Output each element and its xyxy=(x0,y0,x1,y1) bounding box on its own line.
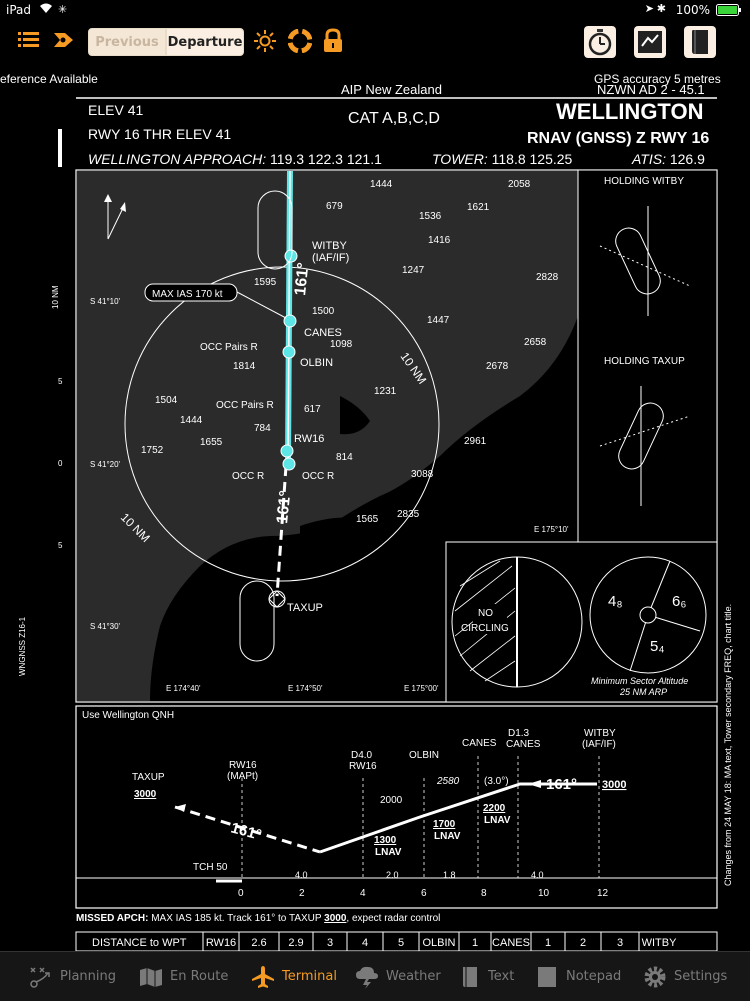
changes-note: Changes from 24 MAY 18: MA text, Tower secondary FREQ, chart title. xyxy=(723,603,733,886)
stopwatch-icon xyxy=(584,26,616,58)
airplane-icon xyxy=(250,965,276,989)
fix-taxup: TAXUP xyxy=(287,602,323,614)
distance-cell: 2.9 xyxy=(288,937,304,949)
svg-text:1814: 1814 xyxy=(233,361,256,372)
svg-text:3088: 3088 xyxy=(411,469,434,480)
prof-3000: 3000 xyxy=(602,779,627,791)
chart-code: WNGNSS Z16-1 xyxy=(18,616,27,676)
svg-text:5: 5 xyxy=(58,377,63,386)
msa-sector-alt-2: 6₆ xyxy=(672,593,687,610)
prof-scale-8: 8 xyxy=(481,888,487,899)
prof-olbin: OLBIN xyxy=(409,750,440,761)
missed-course-label: 161° xyxy=(274,489,295,525)
svg-text:814: 814 xyxy=(336,452,353,463)
prof-scale-4: 4 xyxy=(360,888,366,899)
qnh-note: Use Wellington QNH xyxy=(82,710,175,721)
tab-terminal-label: Terminal xyxy=(282,969,337,984)
missed-alt: 3000 xyxy=(324,913,347,924)
distance-cell: 4 xyxy=(361,937,369,949)
stopwatch-button[interactable] xyxy=(584,26,616,58)
svg-text:2961: 2961 xyxy=(464,436,487,447)
prof-2200: 2200 xyxy=(483,803,506,814)
gear-icon xyxy=(642,964,668,990)
prof-lnav2: LNAV xyxy=(434,831,461,842)
prof-scale-10: 10 xyxy=(538,888,550,899)
prof-seg-2: 2.0 xyxy=(386,870,399,880)
missed-label: MISSED APCH: xyxy=(76,913,149,924)
tab-en-route-label: En Route xyxy=(170,969,229,984)
tab-text[interactable] xyxy=(460,952,514,1001)
prof-mapt: (MAPt) xyxy=(227,771,259,782)
chart-id: NZWN AD 2 - 45.1 xyxy=(597,82,705,97)
wifi-icon xyxy=(38,2,54,17)
lifebuoy-icon[interactable] xyxy=(288,29,312,57)
annotate-icon xyxy=(634,26,666,58)
tab-settings[interactable] xyxy=(642,952,727,1001)
tab-weather-label: Weather xyxy=(386,969,441,984)
tab-notepad[interactable] xyxy=(536,952,621,1001)
prof-scale-6: 6 xyxy=(421,888,427,899)
svg-text:1098: 1098 xyxy=(330,339,353,350)
prof-rw16: RW16 xyxy=(229,760,257,771)
msa-sector-alt-1: 4₈ xyxy=(608,593,623,610)
prof-d13b: CANES xyxy=(506,739,541,750)
book-icon xyxy=(684,26,716,58)
distance-cell: CANES xyxy=(492,937,530,949)
book-button[interactable] xyxy=(684,26,716,58)
approach-label: WELLINGTON APPROACH: xyxy=(88,151,267,167)
svg-text:1752: 1752 xyxy=(141,445,164,456)
max-ias-label: MAX IAS 170 kt xyxy=(152,289,223,300)
prof-missed-course: 161° xyxy=(228,819,264,844)
occ-r-label-2: OCC R xyxy=(302,471,335,482)
prof-scale-0: 0 xyxy=(238,888,244,899)
change-bar xyxy=(58,129,62,167)
route-arrow-icon[interactable] xyxy=(52,30,76,54)
tower-line xyxy=(432,151,573,167)
svg-text:E 175°10': E 175°10' xyxy=(534,525,569,534)
planning-icon xyxy=(28,965,54,989)
distance-header: DISTANCE to WPT xyxy=(92,937,187,949)
svg-text:2835: 2835 xyxy=(397,509,420,520)
missed-approach-line xyxy=(76,913,440,924)
prof-taxup-alt: 3000 xyxy=(134,789,157,800)
toolbar xyxy=(0,20,750,64)
svg-text:1621: 1621 xyxy=(467,202,490,213)
prof-lnav3: LNAV xyxy=(484,815,511,826)
aip-label: AIP New Zealand xyxy=(341,82,442,97)
svg-text:0: 0 xyxy=(58,459,63,468)
msa-caption-2: 25 NM ARP xyxy=(620,687,668,697)
fix-olbin: OLBIN xyxy=(300,357,334,369)
distance-cell: 2 xyxy=(579,937,587,949)
svg-text:10 NM: 10 NM xyxy=(51,285,60,309)
svg-text:1655: 1655 xyxy=(200,437,223,448)
svg-text:1444: 1444 xyxy=(180,415,203,426)
svg-text:2058: 2058 xyxy=(508,179,531,190)
prof-seg-3: 1.8 xyxy=(443,870,456,880)
tab-weather[interactable] xyxy=(354,952,441,1001)
prof-witby: WITBY xyxy=(584,728,616,739)
atis-label: ATIS: xyxy=(632,151,666,167)
svg-text:1444: 1444 xyxy=(370,179,393,190)
battery-percent: 100% xyxy=(675,3,710,17)
prof-2580: 2580 xyxy=(437,776,460,787)
prof-2000: 2000 xyxy=(380,795,403,806)
distance-cell: 1 xyxy=(544,937,552,949)
bottom-tab-bar xyxy=(0,951,750,1001)
distance-cell: 2.6 xyxy=(251,937,267,949)
svg-text:1595: 1595 xyxy=(254,277,277,288)
holding-taxup-label: HOLDING TAXUP xyxy=(604,356,685,367)
rwy-thr-elev: RWY 16 THR ELEV 41 xyxy=(88,126,232,142)
tower-freq: 118.8 125.25 xyxy=(487,151,573,167)
fix-witby: WITBY xyxy=(312,240,347,252)
distance-cell: 3 xyxy=(616,937,624,949)
svg-text:1447: 1447 xyxy=(427,315,450,326)
svg-text:617: 617 xyxy=(304,404,321,415)
tower-label: TOWER: xyxy=(432,151,488,167)
missed-text: MAX IAS 185 kt. Track 161° to TAXUP xyxy=(148,913,325,924)
ten-nm-label-2: 10 NM xyxy=(117,510,153,546)
tab-text-label: Text xyxy=(488,969,515,984)
prof-d40: D4.0 xyxy=(351,750,373,761)
holding-witby-label: HOLDING WITBY xyxy=(604,176,685,187)
svg-text:2828: 2828 xyxy=(536,272,559,283)
battery-icon xyxy=(716,4,742,19)
weather-icon xyxy=(354,965,380,989)
occ-r-label-1: OCC R xyxy=(232,471,265,482)
distance-cell: 3 xyxy=(326,937,334,949)
distance-table xyxy=(76,932,717,951)
svg-text:1500: 1500 xyxy=(312,306,335,317)
prof-witby-b: (IAF/IF) xyxy=(582,739,616,750)
notepad-icon xyxy=(536,965,560,989)
occ-pairs-label-2: OCC Pairs R xyxy=(216,400,274,411)
prof-1700: 1700 xyxy=(433,819,456,830)
status-bar xyxy=(0,0,750,20)
airport-name: WELLINGTON xyxy=(556,99,704,124)
svg-text:1416: 1416 xyxy=(428,235,451,246)
tab-planning[interactable] xyxy=(28,952,116,1001)
freq-line xyxy=(88,151,382,167)
tab-planning-label: Planning xyxy=(60,969,116,984)
atis-line xyxy=(631,151,705,167)
annotate-button[interactable] xyxy=(634,26,666,58)
approach-chart[interactable] xyxy=(0,66,750,951)
missed-text-2: , expect radar control xyxy=(346,913,441,924)
prof-course: 161° xyxy=(546,776,578,793)
svg-text:1504: 1504 xyxy=(155,395,178,406)
tab-terminal[interactable] xyxy=(250,952,337,1001)
msa-caption-1: Minimum Sector Altitude xyxy=(591,676,689,686)
prof-taxup: TAXUP xyxy=(132,772,165,783)
location-icon: ➤ xyxy=(644,2,654,15)
prof-scale-12: 12 xyxy=(597,888,609,899)
activity-icon: ✳ xyxy=(58,3,68,16)
course-label: 161° xyxy=(292,261,313,297)
distance-cell: OLBIN xyxy=(422,937,456,949)
prof-1300: 1300 xyxy=(374,835,397,846)
prof-tch: TCH 50 xyxy=(193,862,228,873)
prof-lnav1: LNAV xyxy=(375,847,402,858)
svg-text:1231: 1231 xyxy=(374,386,397,397)
occ-pairs-label-1: OCC Pairs R xyxy=(200,342,258,353)
svg-text:E 174°50': E 174°50' xyxy=(288,684,323,693)
gps-accuracy: GPS accuracy 5 metres xyxy=(594,72,721,86)
svg-text:1536: 1536 xyxy=(419,211,442,222)
svg-text:S 41°10': S 41°10' xyxy=(90,297,121,306)
svg-text:5: 5 xyxy=(58,541,63,550)
prof-seg-1: 4.0 xyxy=(295,870,308,880)
lock-icon[interactable] xyxy=(322,28,344,58)
ten-nm-label-1: 10 NM xyxy=(397,349,430,387)
svg-text:E 175°00': E 175°00' xyxy=(404,684,439,693)
svg-text:784: 784 xyxy=(254,423,271,434)
departure-button[interactable]: Departure xyxy=(166,28,244,56)
msa-sector-alt-3: 5₄ xyxy=(650,638,665,655)
svg-text:2678: 2678 xyxy=(486,361,509,372)
fix-iafif: (IAF/IF) xyxy=(312,252,350,264)
prof-d40b: RW16 xyxy=(349,761,377,772)
previous-button[interactable]: Previous xyxy=(88,28,166,56)
tab-en-route[interactable] xyxy=(138,952,228,1001)
reference-notice: eference Available xyxy=(0,72,98,86)
map-icon xyxy=(138,965,164,989)
prof-canes: CANES xyxy=(462,738,497,749)
distance-cell: 1 xyxy=(471,937,479,949)
aircraft-cat: CAT A,B,C,D xyxy=(348,110,440,127)
brightness-icon[interactable] xyxy=(254,30,276,56)
fix-rw16: RW16 xyxy=(294,433,325,445)
no-circling-text-1: NO xyxy=(478,608,493,619)
prof-d13: D1.3 xyxy=(508,728,530,739)
svg-text:S 41°20': S 41°20' xyxy=(90,460,121,469)
svg-text:E 174°40': E 174°40' xyxy=(166,684,201,693)
airport-elev: ELEV 41 xyxy=(88,102,144,118)
device-name: iPad xyxy=(6,3,32,17)
tab-notepad-label: Notepad xyxy=(566,969,622,984)
svg-text:679: 679 xyxy=(326,201,343,212)
fix-canes: CANES xyxy=(304,327,342,339)
prof-angle: (3.0°) xyxy=(484,776,509,787)
atis-freq: 126.9 xyxy=(665,151,705,167)
no-circling-text-2: CIRCLING xyxy=(461,623,509,634)
procedure-title: RNAV (GNSS) Z RWY 16 xyxy=(527,130,710,147)
distance-cell: WITBY xyxy=(641,937,677,949)
svg-text:2658: 2658 xyxy=(524,337,547,348)
svg-text:1565: 1565 xyxy=(356,514,379,525)
distance-cell: RW16 xyxy=(205,937,237,949)
svg-text:1247: 1247 xyxy=(402,265,425,276)
prof-seg-4: 4.0 xyxy=(531,870,544,880)
approach-freq: 119.3 122.3 121.1 xyxy=(266,151,382,167)
svg-text:S 41°30': S 41°30' xyxy=(90,622,121,631)
text-icon xyxy=(460,965,482,989)
bluetooth-icon: ✱ xyxy=(656,2,666,15)
list-icon[interactable] xyxy=(18,30,40,54)
prof-scale-2: 2 xyxy=(299,888,305,899)
distance-cell: 5 xyxy=(397,937,405,949)
tab-settings-label: Settings xyxy=(674,969,728,984)
